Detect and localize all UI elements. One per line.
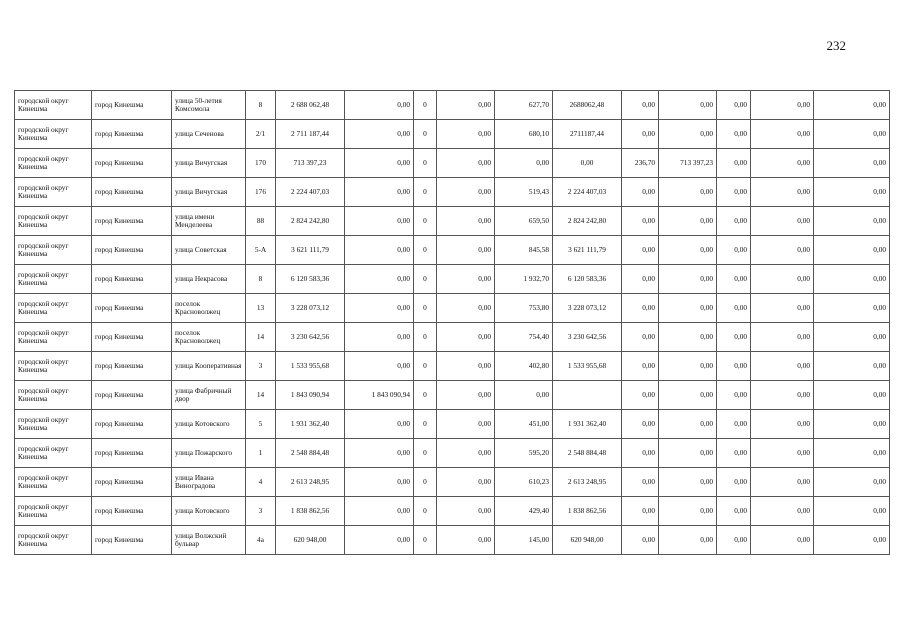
cell-total-cost: 1 843 090,94 (276, 381, 345, 410)
cell-total-cost: 2 711 187,44 (276, 120, 345, 149)
cell-house-number: 176 (246, 178, 276, 207)
cell-count: 0 (414, 149, 437, 178)
table-row (15, 236, 890, 265)
cell-settlement: город Кинешма (92, 207, 172, 236)
cell-cost-c: 1 838 862,56 (553, 497, 622, 526)
cell-count: 0 (414, 497, 437, 526)
cell-cost-b: 0,00 (437, 352, 495, 381)
cell-settlement: город Кинешма (92, 120, 172, 149)
table-row (15, 381, 890, 410)
cell-value-f: 0,00 (751, 178, 814, 207)
cell-municipality: городской округ Кинешма (15, 468, 92, 497)
cell-total-cost: 6 120 583,36 (276, 265, 345, 294)
cell-area: 519,43 (495, 178, 553, 207)
cell-cost-b: 0,00 (437, 381, 495, 410)
cell-area: 429,40 (495, 497, 553, 526)
cell-street: поселок Красноволжец (172, 294, 246, 323)
cell-cost-c: 1 931 362,40 (553, 410, 622, 439)
cell-settlement: город Кинешма (92, 294, 172, 323)
cell-cost-c: 2711187,44 (553, 120, 622, 149)
cell-cost-b: 0,00 (437, 120, 495, 149)
cell-cost-a: 0,00 (345, 91, 414, 120)
cell-house-number: 4а (246, 526, 276, 555)
cell-value-e: 0,00 (717, 323, 751, 352)
cell-house-number: 14 (246, 323, 276, 352)
cell-area-d: 0,00 (622, 207, 659, 236)
cell-municipality: городской округ Кинешма (15, 120, 92, 149)
cell-house-number: 8 (246, 265, 276, 294)
cell-count: 0 (414, 352, 437, 381)
cell-total-cost: 620 948,00 (276, 526, 345, 555)
cell-value-e: 0,00 (717, 410, 751, 439)
cell-count: 0 (414, 294, 437, 323)
cell-settlement: город Кинешма (92, 439, 172, 468)
cell-cost-a: 0,00 (345, 468, 414, 497)
cell-municipality: городской округ Кинешма (15, 294, 92, 323)
cell-street: улица 50-летия Комсомола (172, 91, 246, 120)
cell-total-cost: 1 533 955,68 (276, 352, 345, 381)
page-number: 232 (826, 38, 846, 53)
cell-value-e: 0,00 (717, 236, 751, 265)
cell-value-g: 0,00 (814, 352, 890, 381)
cell-value-g: 0,00 (814, 439, 890, 468)
cell-cost-c: 3 621 111,79 (553, 236, 622, 265)
cell-count: 0 (414, 91, 437, 120)
cell-cost-b: 0,00 (437, 468, 495, 497)
cell-value-e: 0,00 (717, 207, 751, 236)
cell-value-f: 0,00 (751, 410, 814, 439)
cell-cost-b: 0,00 (437, 236, 495, 265)
cell-cost-a: 0,00 (345, 410, 414, 439)
cell-cost-b: 0,00 (437, 526, 495, 555)
cell-cost-d: 0,00 (659, 410, 717, 439)
cell-municipality: городской округ Кинешма (15, 439, 92, 468)
cell-municipality: городской округ Кинешма (15, 207, 92, 236)
cell-value-g: 0,00 (814, 178, 890, 207)
table-row (15, 265, 890, 294)
cell-area: 0,00 (495, 149, 553, 178)
cell-value-f: 0,00 (751, 439, 814, 468)
cell-count: 0 (414, 410, 437, 439)
cell-value-f: 0,00 (751, 91, 814, 120)
cell-cost-d: 713 397,23 (659, 149, 717, 178)
cell-street: улица Котовского (172, 497, 246, 526)
cell-house-number: 4 (246, 468, 276, 497)
cell-count: 0 (414, 236, 437, 265)
cell-municipality: городской округ Кинешма (15, 236, 92, 265)
cell-cost-a: 0,00 (345, 323, 414, 352)
cell-municipality: городской округ Кинешма (15, 410, 92, 439)
cell-cost-a: 0,00 (345, 207, 414, 236)
cell-area-d: 0,00 (622, 236, 659, 265)
cell-street: улица Котовского (172, 410, 246, 439)
cell-cost-b: 0,00 (437, 497, 495, 526)
cell-total-cost: 3 621 111,79 (276, 236, 345, 265)
cell-total-cost: 3 228 073,12 (276, 294, 345, 323)
cell-cost-d: 0,00 (659, 265, 717, 294)
cell-value-g: 0,00 (814, 265, 890, 294)
cell-value-e: 0,00 (717, 381, 751, 410)
cell-settlement: город Кинешма (92, 323, 172, 352)
cell-value-g: 0,00 (814, 410, 890, 439)
cell-area: 845,58 (495, 236, 553, 265)
cell-cost-d: 0,00 (659, 381, 717, 410)
cell-cost-b: 0,00 (437, 207, 495, 236)
cell-value-g: 0,00 (814, 236, 890, 265)
cell-value-e: 0,00 (717, 178, 751, 207)
cell-municipality: городской округ Кинешма (15, 91, 92, 120)
cell-count: 0 (414, 265, 437, 294)
cell-cost-b: 0,00 (437, 323, 495, 352)
cell-count: 0 (414, 120, 437, 149)
cell-count: 0 (414, 381, 437, 410)
cell-count: 0 (414, 439, 437, 468)
cell-value-f: 0,00 (751, 526, 814, 555)
cell-house-number: 8 (246, 91, 276, 120)
cell-street: улица Кооперативная (172, 352, 246, 381)
cell-street: улица имени Менделеева (172, 207, 246, 236)
cell-total-cost: 713 397,23 (276, 149, 345, 178)
cell-cost-a: 0,00 (345, 439, 414, 468)
cell-cost-d: 0,00 (659, 178, 717, 207)
cell-cost-c: 0,00 (553, 149, 622, 178)
cell-cost-d: 0,00 (659, 294, 717, 323)
cell-cost-b: 0,00 (437, 265, 495, 294)
table-row (15, 526, 890, 555)
cell-cost-c: 620 948,00 (553, 526, 622, 555)
cell-area: 0,00 (495, 381, 553, 410)
cell-settlement: город Кинешма (92, 526, 172, 555)
cell-value-g: 0,00 (814, 323, 890, 352)
cell-street: улица Пожарского (172, 439, 246, 468)
cell-value-f: 0,00 (751, 120, 814, 149)
cell-cost-c: 2688062,48 (553, 91, 622, 120)
cell-count: 0 (414, 178, 437, 207)
cell-house-number: 1 (246, 439, 276, 468)
cell-house-number: 2/1 (246, 120, 276, 149)
cell-value-f: 0,00 (751, 294, 814, 323)
cell-value-f: 0,00 (751, 149, 814, 178)
table-row (15, 91, 890, 120)
table-row (15, 207, 890, 236)
cell-cost-d: 0,00 (659, 526, 717, 555)
cell-municipality: городской округ Кинешма (15, 149, 92, 178)
cell-cost-c: 1 533 955,68 (553, 352, 622, 381)
cell-count: 0 (414, 207, 437, 236)
cell-settlement: город Кинешма (92, 410, 172, 439)
cell-cost-a: 0,00 (345, 265, 414, 294)
cell-value-f: 0,00 (751, 468, 814, 497)
cell-total-cost: 2 613 248,95 (276, 468, 345, 497)
cell-cost-d: 0,00 (659, 323, 717, 352)
cell-municipality: городской округ Кинешма (15, 323, 92, 352)
cell-cost-d: 0,00 (659, 439, 717, 468)
cell-cost-d: 0,00 (659, 236, 717, 265)
cell-cost-c (553, 381, 622, 410)
cell-area: 451,00 (495, 410, 553, 439)
cell-house-number: 170 (246, 149, 276, 178)
cell-area: 402,80 (495, 352, 553, 381)
cell-total-cost: 2 548 884,48 (276, 439, 345, 468)
table-row (15, 497, 890, 526)
cell-value-g: 0,00 (814, 526, 890, 555)
cell-house-number: 3 (246, 352, 276, 381)
cell-area-d: 0,00 (622, 178, 659, 207)
cell-area-d: 0,00 (622, 120, 659, 149)
cell-cost-c: 3 230 642,56 (553, 323, 622, 352)
cell-value-e: 0,00 (717, 120, 751, 149)
cell-house-number: 3 (246, 497, 276, 526)
cell-area: 1 932,70 (495, 265, 553, 294)
cell-settlement: город Кинешма (92, 352, 172, 381)
cell-value-e: 0,00 (717, 352, 751, 381)
table-row (15, 439, 890, 468)
cell-municipality: городской округ Кинешма (15, 178, 92, 207)
cell-street: улица Ивана Виноградова (172, 468, 246, 497)
cell-municipality: городской округ Кинешма (15, 497, 92, 526)
cell-cost-d: 0,00 (659, 497, 717, 526)
cell-cost-b: 0,00 (437, 91, 495, 120)
cell-cost-c: 6 120 583,36 (553, 265, 622, 294)
cell-cost-d: 0,00 (659, 207, 717, 236)
cell-cost-d: 0,00 (659, 352, 717, 381)
cell-street: улица Вичугская (172, 149, 246, 178)
cell-settlement: город Кинешма (92, 149, 172, 178)
cell-value-g: 0,00 (814, 120, 890, 149)
cell-cost-a: 0,00 (345, 497, 414, 526)
cell-cost-c: 2 224 407,03 (553, 178, 622, 207)
cell-settlement: город Кинешма (92, 468, 172, 497)
cell-value-g: 0,00 (814, 381, 890, 410)
cell-value-f: 0,00 (751, 265, 814, 294)
cell-settlement: город Кинешма (92, 497, 172, 526)
cell-area-d: 0,00 (622, 497, 659, 526)
data-table (14, 90, 890, 555)
cell-area-d: 0,00 (622, 410, 659, 439)
cell-area-d: 0,00 (622, 439, 659, 468)
cell-cost-a: 0,00 (345, 526, 414, 555)
cell-house-number: 5-А (246, 236, 276, 265)
cell-area: 627,70 (495, 91, 553, 120)
cell-area-d: 0,00 (622, 323, 659, 352)
cell-cost-a: 0,00 (345, 149, 414, 178)
cell-value-e: 0,00 (717, 468, 751, 497)
cell-house-number: 13 (246, 294, 276, 323)
cell-street: улица Некрасова (172, 265, 246, 294)
cell-cost-a: 1 843 090,94 (345, 381, 414, 410)
cell-value-e: 0,00 (717, 149, 751, 178)
cell-area: 595,20 (495, 439, 553, 468)
cell-value-f: 0,00 (751, 207, 814, 236)
cell-value-g: 0,00 (814, 91, 890, 120)
cell-value-f: 0,00 (751, 381, 814, 410)
cell-total-cost: 1 838 862,56 (276, 497, 345, 526)
table-row (15, 323, 890, 352)
cell-street: улица Волжский бульвар (172, 526, 246, 555)
cell-house-number: 88 (246, 207, 276, 236)
cell-value-e: 0,00 (717, 497, 751, 526)
cell-settlement: город Кинешма (92, 236, 172, 265)
cell-value-g: 0,00 (814, 468, 890, 497)
cell-municipality: городской округ Кинешма (15, 381, 92, 410)
cell-settlement: город Кинешма (92, 91, 172, 120)
table-row (15, 149, 890, 178)
cell-street: улица Фабричный двор (172, 381, 246, 410)
cell-cost-d: 0,00 (659, 120, 717, 149)
cell-area: 680,10 (495, 120, 553, 149)
cell-area-d: 0,00 (622, 526, 659, 555)
cell-cost-c: 3 228 073,12 (553, 294, 622, 323)
cell-count: 0 (414, 323, 437, 352)
cell-cost-c: 2 824 242,80 (553, 207, 622, 236)
cell-area-d: 0,00 (622, 265, 659, 294)
cell-area: 753,80 (495, 294, 553, 323)
cell-area: 145,00 (495, 526, 553, 555)
cell-value-e: 0,00 (717, 91, 751, 120)
cell-value-f: 0,00 (751, 323, 814, 352)
cell-cost-b: 0,00 (437, 149, 495, 178)
table-row (15, 410, 890, 439)
cell-street: улица Сеченова (172, 120, 246, 149)
table-row (15, 178, 890, 207)
cell-area-d: 236,70 (622, 149, 659, 178)
cell-value-e: 0,00 (717, 265, 751, 294)
cell-municipality: городской округ Кинешма (15, 352, 92, 381)
cell-value-f: 0,00 (751, 352, 814, 381)
cell-settlement: город Кинешма (92, 265, 172, 294)
cell-count: 0 (414, 526, 437, 555)
cell-cost-d: 0,00 (659, 468, 717, 497)
cell-municipality: городской округ Кинешма (15, 265, 92, 294)
cell-cost-b: 0,00 (437, 294, 495, 323)
cell-cost-c: 2 548 884,48 (553, 439, 622, 468)
cell-settlement: город Кинешма (92, 381, 172, 410)
cell-total-cost: 2 224 407,03 (276, 178, 345, 207)
table-body (15, 91, 890, 555)
cell-value-g: 0,00 (814, 497, 890, 526)
cell-area-d: 0,00 (622, 468, 659, 497)
cell-total-cost: 3 230 642,56 (276, 323, 345, 352)
cell-total-cost: 2 688 062,48 (276, 91, 345, 120)
cell-count: 0 (414, 468, 437, 497)
cell-value-e: 0,00 (717, 526, 751, 555)
cell-street: улица Советская (172, 236, 246, 265)
cell-cost-b: 0,00 (437, 410, 495, 439)
cell-cost-d: 0,00 (659, 91, 717, 120)
cell-cost-a: 0,00 (345, 236, 414, 265)
cell-settlement: город Кинешма (92, 178, 172, 207)
cell-value-f: 0,00 (751, 236, 814, 265)
cell-cost-a: 0,00 (345, 120, 414, 149)
cell-cost-a: 0,00 (345, 178, 414, 207)
cell-house-number: 5 (246, 410, 276, 439)
cell-street: поселок Красноволжец (172, 323, 246, 352)
cell-cost-a: 0,00 (345, 294, 414, 323)
table-row (15, 468, 890, 497)
cell-total-cost: 2 824 242,80 (276, 207, 345, 236)
table-row (15, 352, 890, 381)
cell-municipality: городской округ Кинешма (15, 526, 92, 555)
cell-cost-b: 0,00 (437, 178, 495, 207)
cell-value-g: 0,00 (814, 294, 890, 323)
cell-area-d: 0,00 (622, 381, 659, 410)
cell-value-e: 0,00 (717, 294, 751, 323)
cell-cost-a: 0,00 (345, 352, 414, 381)
cell-area: 754,40 (495, 323, 553, 352)
cell-value-f: 0,00 (751, 497, 814, 526)
cell-area-d: 0,00 (622, 294, 659, 323)
cell-value-g: 0,00 (814, 207, 890, 236)
cell-area-d: 0,00 (622, 352, 659, 381)
table-row (15, 294, 890, 323)
cell-total-cost: 1 931 362,40 (276, 410, 345, 439)
table-row (15, 120, 890, 149)
cell-value-g: 0,00 (814, 149, 890, 178)
cell-street: улица Вичугская (172, 178, 246, 207)
cell-cost-c: 2 613 248,95 (553, 468, 622, 497)
cell-area: 659,50 (495, 207, 553, 236)
cell-value-e: 0,00 (717, 439, 751, 468)
cell-house-number: 14 (246, 381, 276, 410)
cell-area-d: 0,00 (622, 91, 659, 120)
cell-area: 610,23 (495, 468, 553, 497)
cell-cost-b: 0,00 (437, 439, 495, 468)
